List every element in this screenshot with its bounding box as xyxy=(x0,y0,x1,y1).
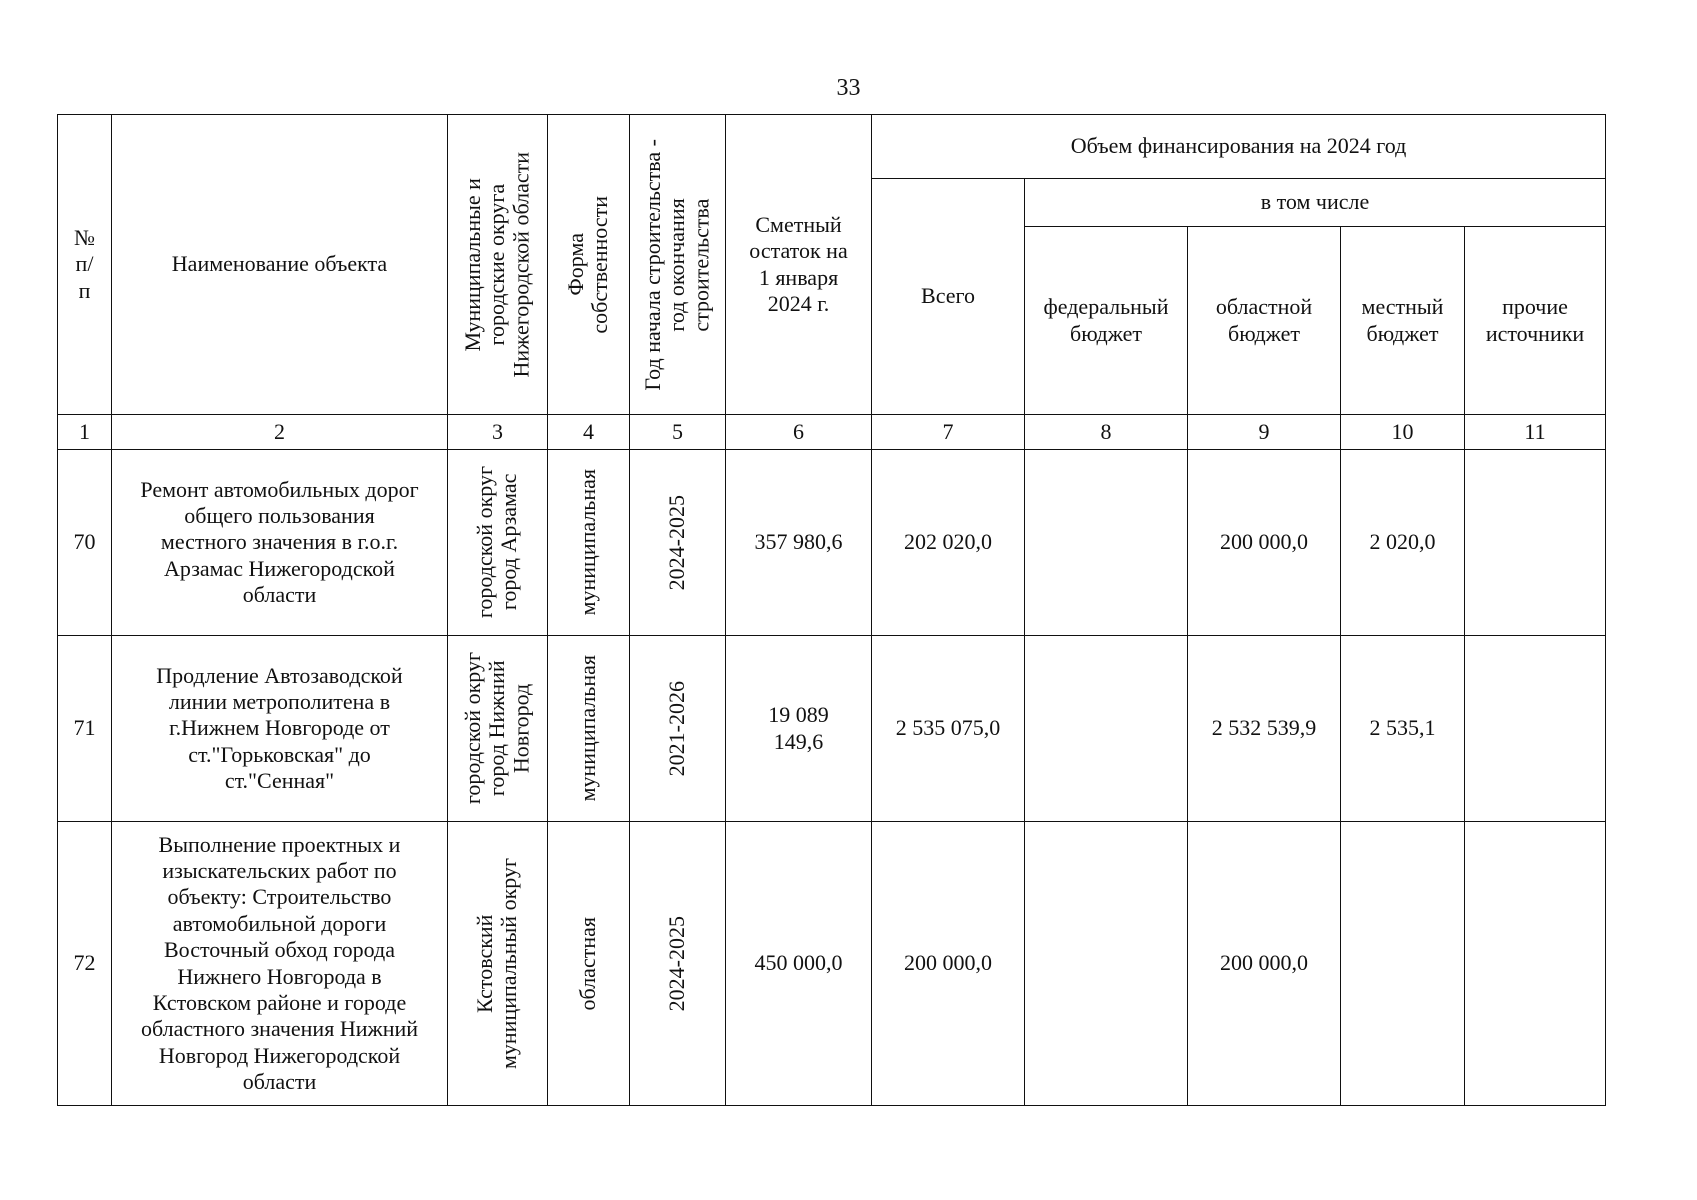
object-name: Ремонт автомобильных дорог общего пользования местного значения в г.о.г. Арзамас Нижегородской области xyxy=(112,450,448,636)
total-cell: 200 000,0 xyxy=(872,822,1025,1106)
years-cell: 2021-2026 xyxy=(630,636,726,822)
header-total: Всего xyxy=(872,179,1025,415)
row-number: 70 xyxy=(58,450,112,636)
funding-table xyxy=(57,114,1606,1106)
municipality-cell: городской округ город Нижний Новгород xyxy=(448,636,548,822)
local-cell: 2 535,1 xyxy=(1341,636,1465,822)
years-cell: 2024-2025 xyxy=(630,450,726,636)
local-cell: 2 020,0 xyxy=(1341,450,1465,636)
column-index: 5 xyxy=(630,415,726,450)
table-row xyxy=(58,450,1606,636)
column-index: 2 xyxy=(112,415,448,450)
table-row xyxy=(58,822,1606,1106)
regional-cell: 2 532 539,9 xyxy=(1188,636,1341,822)
total-cell: 2 535 075,0 xyxy=(872,636,1025,822)
header-municipality: Муниципальные и городские округа Нижегородской области xyxy=(448,115,548,415)
column-index: 1 xyxy=(58,415,112,450)
column-index: 4 xyxy=(548,415,630,450)
header-funding-group: Объем финансирования на 2024 год xyxy=(872,115,1606,179)
other-cell xyxy=(1465,636,1606,822)
estimate-cell: 450 000,0 xyxy=(726,822,872,1106)
other-cell xyxy=(1465,822,1606,1106)
header-num: № п/ п xyxy=(58,115,112,415)
ownership-cell: муниципальная xyxy=(548,450,630,636)
column-index: 9 xyxy=(1188,415,1341,450)
estimate-cell: 357 980,6 xyxy=(726,450,872,636)
header-row-1 xyxy=(58,115,1606,179)
object-name: Продление Автозаводской линии метрополитена в г.Нижнем Новгороде от ст."Горьковская" до ст."Сенная" xyxy=(112,636,448,822)
header-estimate: Сметный остаток на 1 января 2024 г. xyxy=(726,115,872,415)
column-index: 10 xyxy=(1341,415,1465,450)
regional-cell: 200 000,0 xyxy=(1188,450,1341,636)
header-incl-group: в том числе xyxy=(1025,179,1606,227)
object-name: Выполнение проектных и изыскательских работ по объекту: Строительство автомобильной дороги Восточный обход города Нижнего Новгорода в Кстовском районе и городе областного значения Нижний Новгород Нижегородской области xyxy=(112,822,448,1106)
header-name: Наименование объекта xyxy=(112,115,448,415)
column-index: 6 xyxy=(726,415,872,450)
header-regional: областной бюджет xyxy=(1188,227,1341,415)
column-index: 8 xyxy=(1025,415,1188,450)
total-cell: 202 020,0 xyxy=(872,450,1025,636)
column-index: 11 xyxy=(1465,415,1606,450)
federal-cell xyxy=(1025,822,1188,1106)
municipality-cell: городской округ город Арзамас xyxy=(448,450,548,636)
ownership-cell: муниципальная xyxy=(548,636,630,822)
header-local: местный бюджет xyxy=(1341,227,1465,415)
ownership-cell: областная xyxy=(548,822,630,1106)
row-number: 72 xyxy=(58,822,112,1106)
table-row xyxy=(58,636,1606,822)
local-cell xyxy=(1341,822,1465,1106)
regional-cell: 200 000,0 xyxy=(1188,822,1341,1106)
federal-cell xyxy=(1025,450,1188,636)
header-other: прочие источники xyxy=(1465,227,1606,415)
header-federal: федеральный бюджет xyxy=(1025,227,1188,415)
column-index: 3 xyxy=(448,415,548,450)
page-number: 33 xyxy=(836,75,861,101)
estimate-cell: 19 089 149,6 xyxy=(726,636,872,822)
municipality-cell: Кстовский муниципальный округ xyxy=(448,822,548,1106)
years-cell: 2024-2025 xyxy=(630,822,726,1106)
federal-cell xyxy=(1025,636,1188,822)
header-years: Год начала строительства - год окончания строительства xyxy=(630,115,726,415)
column-index-row xyxy=(58,415,1606,450)
row-number: 71 xyxy=(58,636,112,822)
header-ownership: Форма собственности xyxy=(548,115,630,415)
column-index: 7 xyxy=(872,415,1025,450)
other-cell xyxy=(1465,450,1606,636)
